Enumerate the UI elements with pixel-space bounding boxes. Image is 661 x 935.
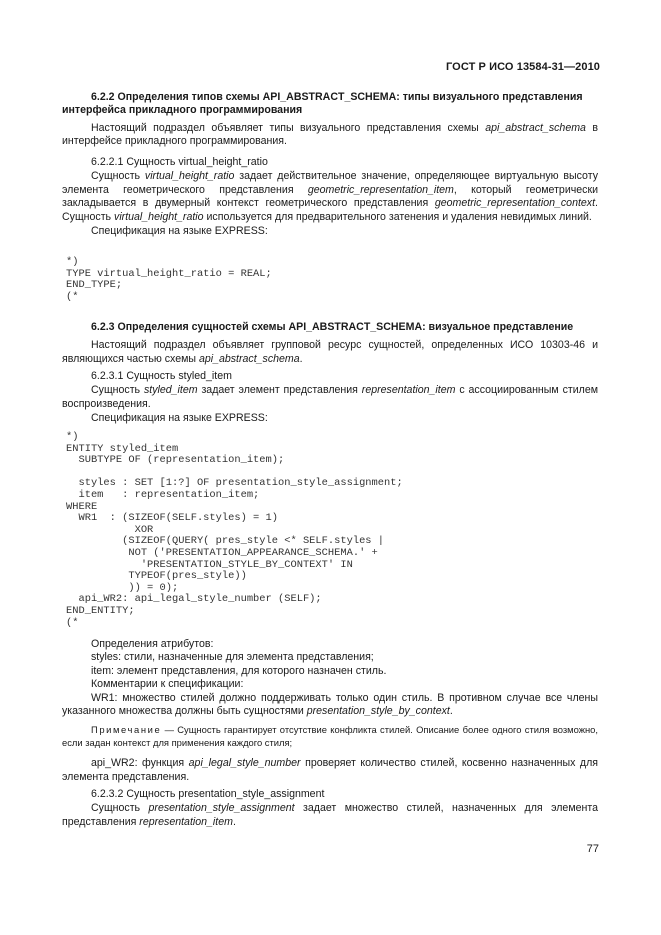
standard-header: ГОСТ Р ИСО 13584-31—2010 bbox=[445, 61, 600, 73]
api-wr2-comment: api_WR2: функция api_legal_style_number проверяет количество стилей, косвенно назначенных для элемента представления. bbox=[62, 757, 598, 783]
attr-item: item: элемент представления, для которого назначен стиль. bbox=[91, 664, 387, 677]
section-6-2-2-1-text: Сущность virtual_height_ratio задает действительное значение, определяющее виртуальную высоту элемента геометрического представления geometric_representation_item, который геометрически закладывается в двумерный контекст геометрического представления geometric_representation_context. Сущность virtual_height_ratio используется для предварительного затенения и удаления невидимых линий. bbox=[62, 170, 598, 223]
section-6-2-2-1-title: 6.2.2.1 Сущность virtual_height_ratio bbox=[91, 156, 268, 168]
note: Примечание — Сущность гарантирует отсутствие конфликта стилей. Описание более одного стиля возможно, если задан контекст для применения каждого стиля; bbox=[62, 724, 598, 748]
attr-heading: Определения атрибутов: bbox=[91, 638, 214, 650]
section-6-2-3-text: Настоящий подраздел объявляет групповой ресурс сущностей, определенных ИСО 10303-46 и являющихся частью схемы api_abstract_schema. bbox=[62, 339, 598, 365]
express-spec-label: Спецификация на языке EXPRESS: bbox=[91, 225, 268, 238]
express-code-styled-item: *) ENTITY styled_item SUBTYPE OF (representation_item); styles : SET [1:?] OF presentation_style_assignment; item : representation_item; WHERE WR1 : (SIZEOF(SELF.styles) = 1) XOR (SIZEOF(QUERY( pres_style <* SELF.styles | NOT ('PRESENTATION_APPEARANCE_SCHEMA.' + 'PRESENTATION_STYLE_BY_CONTEXT' IN TYPEOF(pres_style)) )) = 0); api_WR2: api_legal_style_number (SELF); END_ENTITY; (* bbox=[66, 431, 403, 629]
comments-heading: Комментарии к спецификации: bbox=[91, 678, 244, 691]
attribute-definitions bbox=[62, 638, 598, 784]
section-6-2-3-title: 6.2.3 Определения сущностей схемы API_ABSTRACT_SCHEMA: визуальное представление bbox=[91, 321, 574, 333]
section-6-2-2 bbox=[62, 91, 598, 149]
section-6-2-3-1 bbox=[62, 370, 598, 426]
section-6-2-3-1-title: 6.2.3.1 Сущность styled_item bbox=[91, 370, 232, 382]
section-6-2-3-2-title: 6.2.3.2 Сущность presentation_style_assignment bbox=[91, 788, 325, 800]
note-label: Примечание bbox=[91, 724, 162, 736]
wr1-comment: WR1: множество стилей должно поддерживать только один стиль. В противном случае все члены указанного множества должны быть сущностями presentation_style_by_context. bbox=[62, 691, 598, 718]
section-6-2-3-2-text: Сущность presentation_style_assignment задает множество стилей, назначенных для элемента представления representation_item. bbox=[62, 802, 598, 828]
section-6-2-3-1-text: Сущность styled_item задает элемент представления representation_item с ассоциированным стилем воспроизведения. bbox=[62, 384, 598, 410]
section-6-2-3-2 bbox=[62, 788, 598, 829]
express-spec-label: Спецификация на языке EXPRESS: bbox=[91, 412, 268, 425]
attr-styles: styles: стили, назначенные для элемента представления; bbox=[91, 651, 374, 664]
page-number: 77 bbox=[586, 843, 599, 855]
section-6-2-3 bbox=[62, 321, 598, 366]
section-6-2-2-1 bbox=[62, 156, 598, 238]
section-6-2-2-intro: Настоящий подраздел объявляет типы визуального представления схемы api_abstract_schema в интерфейсе прикладного программирования. bbox=[62, 121, 598, 148]
section-6-2-2-title: 6.2.2 Определения типов схемы API_ABSTRACT_SCHEMA: типы визуального представления интерфейса прикладного программирования bbox=[62, 91, 583, 117]
express-code-virtual-height-ratio: *) TYPE virtual_height_ratio = REAL; END_TYPE; (* bbox=[66, 256, 272, 303]
